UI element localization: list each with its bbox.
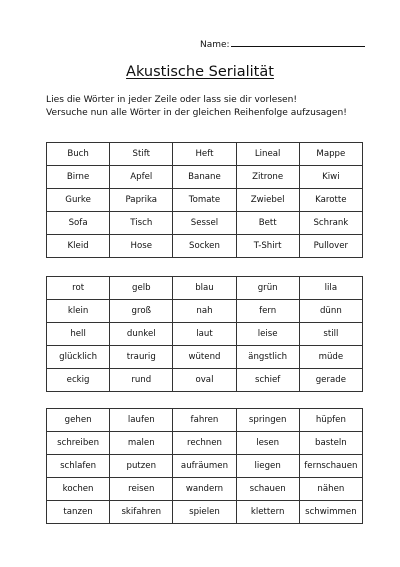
word-cell: Paprika (110, 189, 173, 212)
word-cell: Heft (173, 143, 236, 166)
table-row (47, 346, 363, 369)
word-cell: rot (47, 277, 110, 300)
word-cell: aufräumen (173, 455, 236, 478)
word-cell: fahren (173, 409, 236, 432)
word-cell: spielen (173, 501, 236, 524)
name-underline[interactable] (231, 37, 365, 47)
table-row (47, 369, 363, 392)
word-cell: Gurke (47, 189, 110, 212)
word-cell: Hose (110, 235, 173, 258)
word-cell: reisen (110, 478, 173, 501)
word-cell: basteln (299, 432, 362, 455)
word-cell: laufen (110, 409, 173, 432)
word-cell: fern (236, 300, 299, 323)
word-cell: Buch (47, 143, 110, 166)
instruction-line-1: Lies die Wörter in jeder Zeile oder lass sie dir vorlesen! (46, 95, 298, 105)
word-cell: oval (173, 369, 236, 392)
word-cell: wütend (173, 346, 236, 369)
word-cell: Kleid (47, 235, 110, 258)
word-cell: Apfel (110, 166, 173, 189)
table-row (47, 432, 363, 455)
word-cell: schwimmen (299, 501, 362, 524)
word-cell: hell (47, 323, 110, 346)
word-cell: gerade (299, 369, 362, 392)
word-cell: nähen (299, 478, 362, 501)
instruction-line-2: Versuche nun alle Wörter in der gleichen Reihenfolge aufzusagen! (46, 108, 347, 118)
word-cell: Zwiebel (236, 189, 299, 212)
word-table-objects (46, 142, 363, 258)
table-row (47, 189, 363, 212)
word-cell: dünn (299, 300, 362, 323)
word-cell: still (299, 323, 362, 346)
table-row (47, 300, 363, 323)
table-row (47, 409, 363, 432)
word-cell: schauen (236, 478, 299, 501)
word-cell: Karotte (299, 189, 362, 212)
word-cell: klein (47, 300, 110, 323)
page-title: Akustische Serialität (126, 64, 274, 80)
table-row (47, 235, 363, 258)
word-cell: klettern (236, 501, 299, 524)
word-cell: putzen (110, 455, 173, 478)
word-table-verbs (46, 408, 363, 524)
word-cell: malen (110, 432, 173, 455)
word-cell: rund (110, 369, 173, 392)
word-cell: laut (173, 323, 236, 346)
word-cell: Sofa (47, 212, 110, 235)
table-row (47, 277, 363, 300)
word-cell: Banane (173, 166, 236, 189)
word-cell: Zitrone (236, 166, 299, 189)
table-row (47, 166, 363, 189)
word-cell: schreiben (47, 432, 110, 455)
name-label: Name: (200, 40, 230, 50)
word-cell: Socken (173, 235, 236, 258)
word-cell: hüpfen (299, 409, 362, 432)
word-cell: springen (236, 409, 299, 432)
word-cell: fernschauen (299, 455, 362, 478)
word-cell: lesen (236, 432, 299, 455)
word-cell: schief (236, 369, 299, 392)
word-cell: Stift (110, 143, 173, 166)
table-row (47, 478, 363, 501)
word-cell: Sessel (173, 212, 236, 235)
word-cell: Kiwi (299, 166, 362, 189)
word-cell: Pullover (299, 235, 362, 258)
word-cell: eckig (47, 369, 110, 392)
word-cell: leise (236, 323, 299, 346)
table-row (47, 455, 363, 478)
word-cell: Tisch (110, 212, 173, 235)
word-cell: wandern (173, 478, 236, 501)
word-cell: blau (173, 277, 236, 300)
word-cell: lila (299, 277, 362, 300)
word-cell: müde (299, 346, 362, 369)
name-field[interactable] (200, 37, 365, 50)
word-cell: tanzen (47, 501, 110, 524)
word-cell: liegen (236, 455, 299, 478)
word-cell: dunkel (110, 323, 173, 346)
word-cell: skifahren (110, 501, 173, 524)
word-cell: Tomate (173, 189, 236, 212)
word-cell: groß (110, 300, 173, 323)
word-cell: rechnen (173, 432, 236, 455)
word-cell: kochen (47, 478, 110, 501)
word-cell: traurig (110, 346, 173, 369)
table-row (47, 143, 363, 166)
word-cell: T-Shirt (236, 235, 299, 258)
table-row (47, 212, 363, 235)
word-cell: schlafen (47, 455, 110, 478)
word-cell: glücklich (47, 346, 110, 369)
table-row (47, 501, 363, 524)
word-table-adjectives (46, 276, 363, 392)
word-cell: gelb (110, 277, 173, 300)
word-cell: gehen (47, 409, 110, 432)
word-cell: Mappe (299, 143, 362, 166)
word-cell: ängstlich (236, 346, 299, 369)
word-cell: Birne (47, 166, 110, 189)
word-cell: Schrank (299, 212, 362, 235)
word-cell: grün (236, 277, 299, 300)
word-cell: Lineal (236, 143, 299, 166)
table-row (47, 323, 363, 346)
word-cell: nah (173, 300, 236, 323)
word-cell: Bett (236, 212, 299, 235)
